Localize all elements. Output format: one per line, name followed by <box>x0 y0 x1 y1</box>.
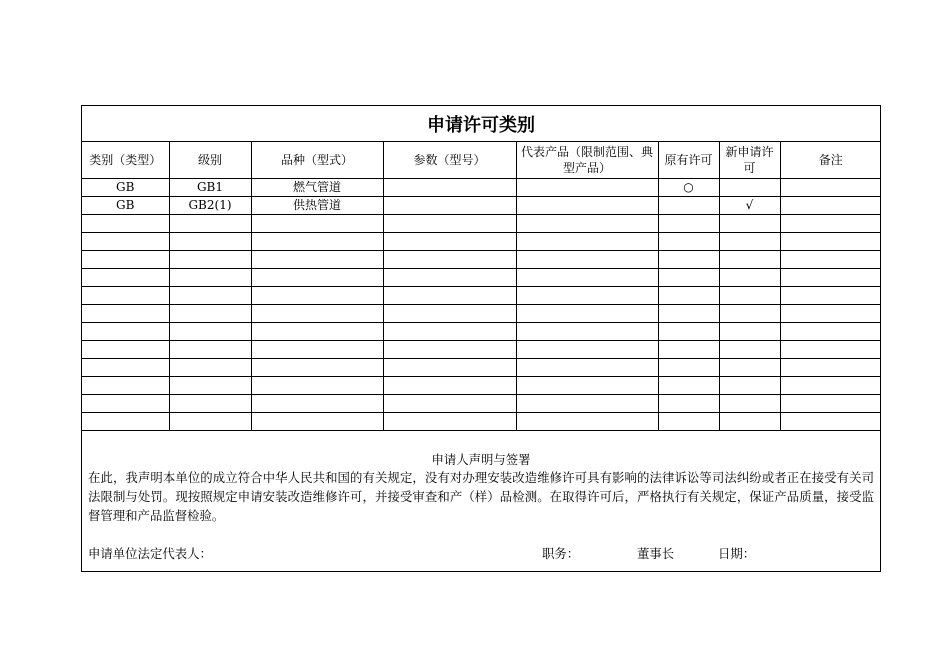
declaration-section <box>82 451 880 572</box>
table-cell: GB1 <box>169 178 251 196</box>
table-cell <box>780 178 881 196</box>
table-cell <box>169 394 251 412</box>
table-cell <box>658 232 719 250</box>
table-row <box>82 358 881 376</box>
header-category: 类别（类型） <box>82 142 169 178</box>
table-cell <box>169 304 251 322</box>
table-cell <box>658 412 719 430</box>
table-cell <box>169 358 251 376</box>
table-cell <box>82 286 169 304</box>
table-row <box>82 178 881 196</box>
declaration-body: 在此，我声明本单位的成立符合中华人民共和国的有关规定，没有对办理安装改造维修许可具有影响的法律诉讼等司法纠纷或者正在接受有关司法限制与处罚。现按照规定申请安装改造维修许可，并接受审查和产（样）品检测。在取得许可后，严格执行有关规定，保证产品质量，接受监督管理和产品监督检验。 <box>88 470 874 523</box>
table-cell <box>719 214 780 232</box>
table-cell <box>780 304 881 322</box>
header-level: 级别 <box>169 142 251 178</box>
table-cell <box>82 214 169 232</box>
table-cell <box>251 412 383 430</box>
table-cell <box>169 340 251 358</box>
table-cell <box>82 304 169 322</box>
table-cell <box>719 412 780 430</box>
table-cell <box>516 394 658 412</box>
table-cell <box>780 232 881 250</box>
table-cell <box>780 250 881 268</box>
table-cell <box>658 268 719 286</box>
table-cell <box>516 214 658 232</box>
table-cell <box>169 412 251 430</box>
table-cell <box>383 196 516 214</box>
table-cell <box>383 214 516 232</box>
table-cell <box>658 286 719 304</box>
table-cell: GB <box>82 178 169 196</box>
table-cell <box>516 340 658 358</box>
table-cell <box>780 214 881 232</box>
table-cell <box>719 250 780 268</box>
table-cell <box>383 178 516 196</box>
table-cell <box>82 250 169 268</box>
table-cell <box>383 232 516 250</box>
table-cell <box>516 412 658 430</box>
table-cell <box>82 394 169 412</box>
header-parameters: 参数（型号） <box>383 142 516 178</box>
table-cell <box>82 322 169 340</box>
table-cell <box>251 214 383 232</box>
table-cell <box>251 232 383 250</box>
table-cell: ○ <box>658 178 719 196</box>
table-cell <box>251 340 383 358</box>
table-row <box>82 376 881 394</box>
table-cell <box>516 268 658 286</box>
header-variety: 品种（型式） <box>251 142 383 178</box>
table-cell: √ <box>719 196 780 214</box>
table-cell <box>82 376 169 394</box>
table-cell: GB <box>82 196 169 214</box>
table-cell <box>82 412 169 430</box>
table-row <box>82 214 881 232</box>
header-new-permit: 新申请许可 <box>719 142 780 178</box>
permit-category-table <box>82 142 881 431</box>
table-row <box>82 232 881 250</box>
table-cell <box>383 250 516 268</box>
table-cell <box>516 304 658 322</box>
position-label: 职务： <box>542 546 580 561</box>
table-row <box>82 394 881 412</box>
table-cell <box>658 394 719 412</box>
table-cell <box>251 322 383 340</box>
table-cell <box>658 322 719 340</box>
date-label: 日期： <box>718 546 756 561</box>
table-cell <box>658 214 719 232</box>
table-row <box>82 340 881 358</box>
table-cell <box>516 376 658 394</box>
table-cell <box>169 232 251 250</box>
table-cell <box>658 358 719 376</box>
table-cell <box>780 412 881 430</box>
table-cell <box>719 322 780 340</box>
table-cell <box>780 394 881 412</box>
table-cell <box>251 268 383 286</box>
table-cell <box>82 340 169 358</box>
table-cell <box>383 412 516 430</box>
table-cell <box>719 340 780 358</box>
form-title: 申请许可类别 <box>427 114 535 136</box>
table-cell: 燃气管道 <box>251 178 383 196</box>
table-cell <box>383 340 516 358</box>
declaration-title: 申请人声明与签署 <box>431 452 531 467</box>
table-cell <box>82 268 169 286</box>
table-cell <box>719 178 780 196</box>
table-row <box>82 196 881 214</box>
table-cell <box>82 358 169 376</box>
table-cell <box>516 358 658 376</box>
table-cell <box>251 286 383 304</box>
table-cell <box>383 286 516 304</box>
table-cell <box>516 232 658 250</box>
table-cell <box>780 268 881 286</box>
table-cell <box>383 322 516 340</box>
table-cell <box>383 376 516 394</box>
table-cell <box>169 268 251 286</box>
table-cell <box>658 304 719 322</box>
position-value: 董事长 <box>637 546 675 561</box>
table-cell <box>516 178 658 196</box>
table-cell <box>169 376 251 394</box>
table-cell <box>383 304 516 322</box>
table-cell <box>780 358 881 376</box>
table-cell <box>719 376 780 394</box>
header-existing-permit: 原有许可 <box>658 142 719 178</box>
table-cell <box>658 196 719 214</box>
title-row <box>82 106 880 142</box>
table-cell: 供热管道 <box>251 196 383 214</box>
header-representative-product: 代表产品（限制范围、典型产品） <box>516 142 658 178</box>
header-remarks: 备注 <box>780 142 881 178</box>
table-cell <box>719 268 780 286</box>
table-cell <box>658 340 719 358</box>
table-cell <box>383 268 516 286</box>
table-cell <box>82 232 169 250</box>
table-cell <box>719 232 780 250</box>
table-cell <box>251 358 383 376</box>
table-cell <box>719 304 780 322</box>
table-cell <box>251 394 383 412</box>
table-cell <box>658 376 719 394</box>
table-cell <box>383 358 516 376</box>
table-cell <box>169 286 251 304</box>
table-cell <box>251 376 383 394</box>
table-cell <box>251 304 383 322</box>
table-cell <box>169 214 251 232</box>
table-cell <box>658 250 719 268</box>
table-row <box>82 286 881 304</box>
table-cell <box>251 250 383 268</box>
table-row <box>82 268 881 286</box>
signature-line <box>82 544 880 562</box>
table-cell <box>383 394 516 412</box>
permit-application-form <box>81 105 881 572</box>
table-row <box>82 412 881 430</box>
table-cell <box>780 286 881 304</box>
table-cell <box>169 322 251 340</box>
table-cell <box>780 322 881 340</box>
table-cell <box>719 394 780 412</box>
table-row <box>82 304 881 322</box>
table-row <box>82 322 881 340</box>
table-cell <box>780 376 881 394</box>
table-cell <box>169 250 251 268</box>
table-body <box>82 178 881 430</box>
table-cell <box>719 286 780 304</box>
table-cell <box>516 286 658 304</box>
table-cell: GB2(1) <box>169 196 251 214</box>
table-row <box>82 250 881 268</box>
table-cell <box>516 250 658 268</box>
representative-label: 申请单位法定代表人： <box>88 546 212 561</box>
table-cell <box>516 196 658 214</box>
table-header-row <box>82 142 881 178</box>
table-cell <box>780 340 881 358</box>
table-cell <box>719 358 780 376</box>
table-cell <box>516 322 658 340</box>
table-cell <box>780 196 881 214</box>
